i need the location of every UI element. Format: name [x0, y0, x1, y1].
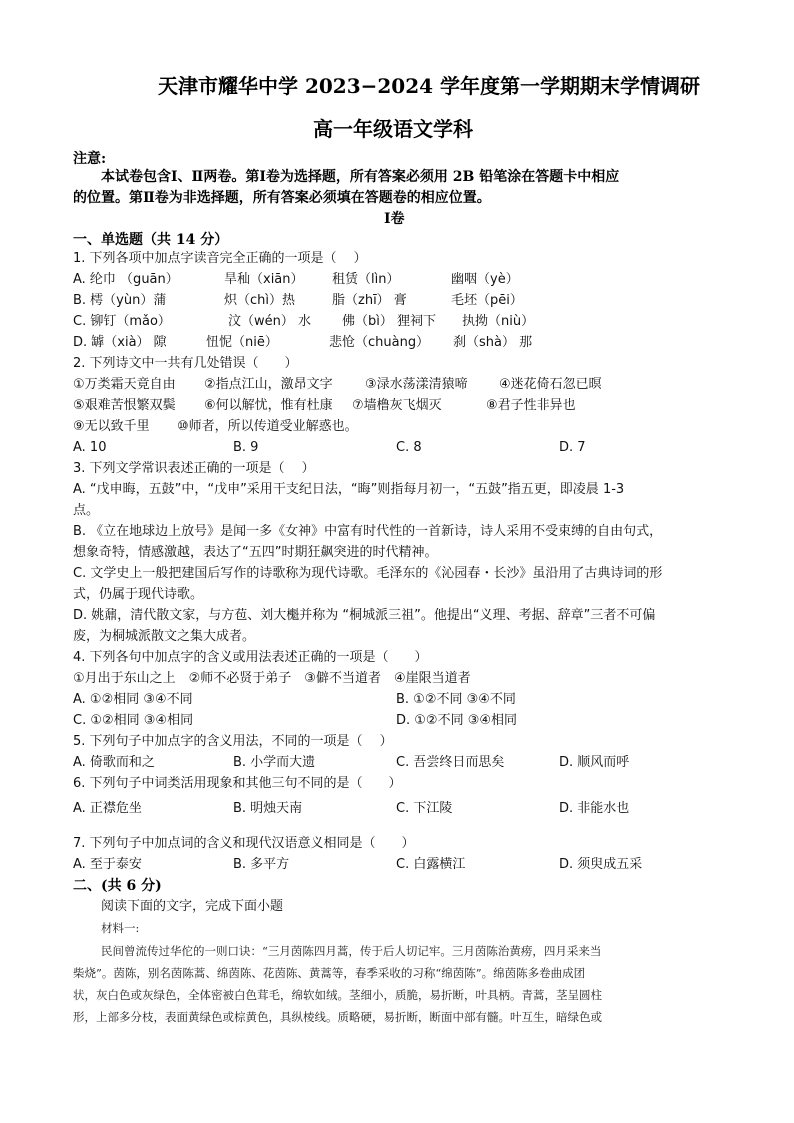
q2-item-7: ⑦墙橹灰飞烟灭: [352, 398, 442, 413]
material-line-3: 状，灰白色或灰绿色，全体密被白色茸毛，绵软如绒。茎细小，质脆，易折断，叶具柄。青蒿，茎呈圆柱: [73, 988, 602, 1002]
material-line-1: 民间曾流传过华佗的一则口诀：“三月茵陈四月蒿，传于后人切记牢。三月茵陈治黄痨，四月采来当: [101, 944, 602, 958]
exam-title: 天津市耀华中学 2023−2024 学年度第一学期期末学情调研: [158, 74, 701, 98]
q1-d-2: 忸怩（niē）: [206, 335, 278, 350]
q1-c-2: 汶（wén） 水: [228, 314, 312, 329]
q2-item-9: ⑨无以致千里: [73, 419, 150, 434]
q3-option-c-line1: C. 文学史上一般把建国后写作的诗歌称为现代诗歌。毛泽东的《沁园春・长沙》虽沿用了古典诗词的形: [73, 566, 663, 581]
q2-item-5: ⑤艰难苦恨繁双鬓: [73, 398, 176, 413]
q3-stem: 3. 下列文学常识表述正确的一项是（ ）: [73, 461, 315, 476]
q2-option-b: B. 9: [233, 440, 259, 455]
q1-a-1: A. 纶巾 （guān）: [73, 272, 179, 287]
notice-line-1: 本试卷包含Ⅰ、Ⅱ两卷。第Ⅰ卷为选择题，所有答案必须用 2B 铅笔涂在答题卡中相应: [101, 169, 620, 185]
q4-option-b: B. ①②不同 ③④不同: [396, 692, 516, 707]
q5-option-d: D. 顺风而呼: [559, 755, 630, 770]
q2-item-6: ⑥何以解忧，惟有杜康: [204, 398, 333, 413]
q5-option-b: B. 小学而大遗: [233, 755, 316, 770]
q1-d-1: D. 罅（xià） 隙: [73, 335, 167, 350]
q1-c-1: C. 铆钉（mǎo）: [73, 314, 171, 329]
q1-b-3: 脂（zhī） 膏: [332, 293, 407, 308]
q1-d-3: 悲怆（chuàng）: [329, 335, 430, 350]
q1-a-3: 租赁（lìn）: [332, 272, 400, 287]
q2-item-8: ⑧君子性非异也: [486, 398, 576, 413]
q3-option-a-line2: 点。: [73, 503, 100, 518]
notice-heading: 注意:: [73, 151, 107, 167]
q1-a-2: 旱秈（xiān）: [224, 272, 304, 287]
q6-option-d: D. 非能水也: [559, 801, 630, 816]
q7-option-b: B. 多平方: [233, 857, 290, 872]
q3-option-a-line1: A. “戊申晦，五鼓”中，“戊申”采用干支纪日法，“晦”则指每月初一，“五鼓”指五更，即凌晨 1-3: [73, 482, 625, 497]
q4-stem: 4. 下列各句中加点字的含义或用法表述正确的一项是（ ）: [73, 650, 428, 665]
q5-stem: 5. 下列句子中加点字的含义用法，不同的一项是（ ）: [73, 734, 393, 749]
q4-items: ①月出于东山之上 ②师不必贤于弟子 ③僻不当道者 ④崖限当道者: [73, 671, 471, 686]
q4-option-c: C. ①②相同 ③④相同: [73, 713, 194, 728]
q1-d-4: 刹（shà） 那: [453, 335, 533, 350]
q6-option-b: B. 明烛天南: [233, 801, 303, 816]
q7-option-a: A. 至于泰安: [73, 857, 142, 872]
q7-stem: 7. 下列句子中加点词的含义和现代汉语意义相同是（ ）: [73, 836, 415, 851]
notice-line-2: 的位置。第Ⅱ卷为非选择题，所有答案必须填在答题卷的相应位置。: [73, 190, 491, 206]
q1-c-3: 佛（bì） 狸祠下: [342, 314, 436, 329]
q1-a-4: 幽咽（yè）: [451, 272, 519, 287]
q2-item-2: ②指点江山，激昂文字: [204, 377, 333, 392]
q4-option-d: D. ①②不同 ③④相同: [396, 713, 518, 728]
q5-option-a: A. 倚歌而和之: [73, 755, 155, 770]
q3-option-b-line2: 想象奇特，情感激越，表达了“五四”时期狂飙突进的时代精神。: [73, 545, 438, 560]
q2-item-10: ⑩师者，所以传道受业解惑也。: [177, 419, 358, 434]
material-label: 材料一:: [101, 921, 140, 935]
section2-intro: 阅读下面的文字，完成下面小题: [101, 899, 284, 914]
exam-subtitle: 高一年级语文学科: [313, 117, 473, 141]
q1-b-1: B. 樗（yùn）蒲: [73, 293, 167, 308]
volume-label: Ⅰ卷: [384, 211, 405, 227]
q5-option-c: C. 吾尝终日而思矣: [396, 755, 505, 770]
q2-item-3: ③渌水荡漾清猿啼: [365, 377, 468, 392]
q3-option-c-line2: 式，仍属于现代诗歌。: [73, 587, 204, 602]
q3-option-b-line1: B. 《立在地球边上放号》是闻一多《女神》中富有时代性的一首新诗，诗人采用不受束缚的自由句式，: [73, 524, 663, 539]
q2-stem: 2. 下列诗文中一共有几处错误（ ）: [73, 356, 298, 371]
q2-item-4: ④迷花倚石忽已暝: [499, 377, 602, 392]
q1-b-2: 炽（chì）热: [224, 293, 295, 308]
q6-stem: 6. 下列句子中词类活用现象和其他三句不同的是（ ）: [73, 776, 402, 791]
q6-option-a: A. 正襟危坐: [73, 801, 142, 816]
q7-option-d: D. 须臾成五采: [559, 857, 643, 872]
q4-option-a: A. ①②相同 ③④不同: [73, 692, 193, 707]
q1-b-4: 毛坯（pēi）: [451, 293, 523, 308]
q2-option-d: D. 7: [559, 440, 586, 455]
q3-option-d-line2: 废，为桐城派散文之集大成者。: [73, 629, 256, 644]
q3-option-d-line1: D. 姚鼐，清代散文家，与方苞、刘大櫆并称为 “桐城派三祖”。他提出“义理、考据、辞章”三者不可偏: [73, 608, 656, 623]
q1-c-4: 执拗（niù）: [462, 314, 535, 329]
q1-stem: 1. 下列各项中加点字读音完全正确的一项是（ ）: [73, 251, 367, 266]
q2-option-a: A. 10: [73, 440, 107, 455]
material-line-4: 形，上部多分枝，表面黄绿色或棕黄色，具纵棱线。质略硬，易折断，断面中部有髓。叶互生，暗绿色或: [73, 1010, 602, 1024]
section1-heading: 一、单选题（共 14 分）: [73, 232, 229, 248]
q2-option-c: C. 8: [396, 440, 422, 455]
material-line-2: 柴烧”。茵陈，别名茵陈蒿、绵茵陈、花茵陈、黄蒿等，春季采收的习称“绵茵陈”。绵茵陈多卷曲成团: [73, 966, 586, 980]
q6-option-c: C. 下江陵: [396, 801, 453, 816]
q7-option-c: C. 白露横江: [396, 857, 466, 872]
q2-item-1: ①万类霜天竟自由: [73, 377, 176, 392]
section2-heading: 二、(共 6 分): [73, 878, 162, 894]
